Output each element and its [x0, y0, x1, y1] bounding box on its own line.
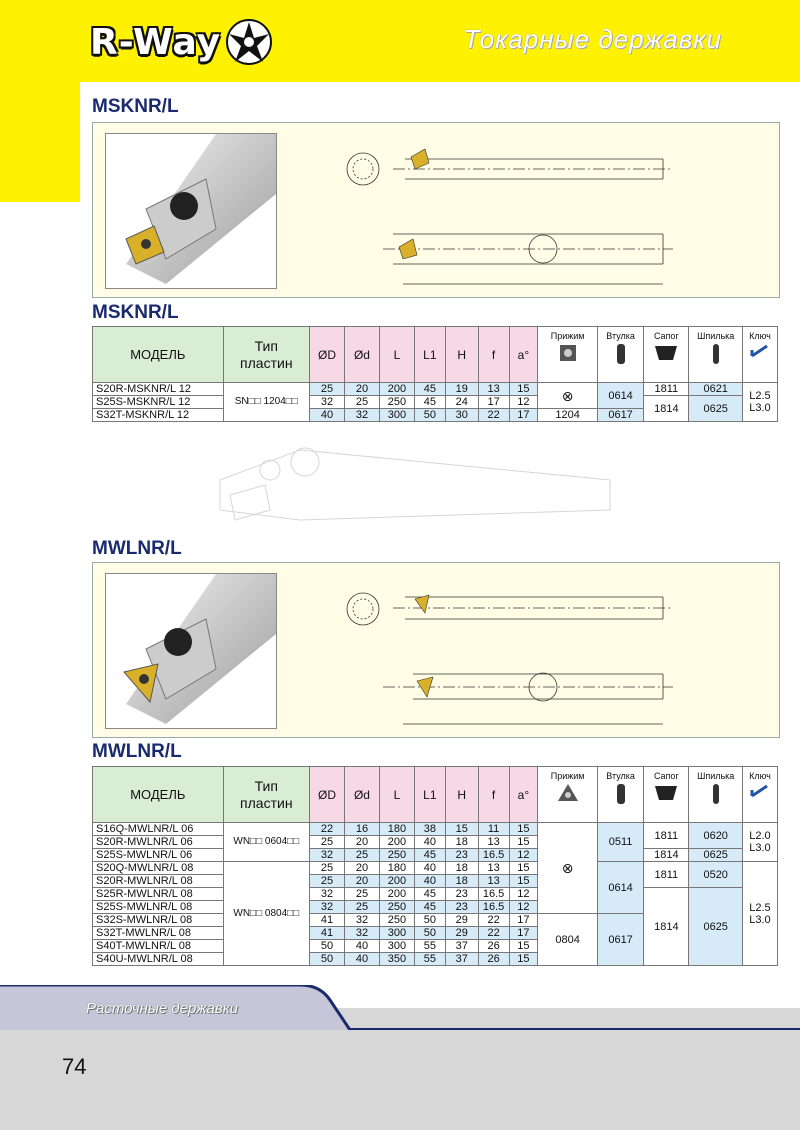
table-row: S20R-MWLNR/L 08 25 20 200 40 18 13 15 [93, 875, 778, 888]
table-row: S20Q-MWLNR/L 08 WN□□ 0804□□ 25 20 180 40 18 13 15 0614 1811 0520 L2.5 L3.0 [93, 862, 778, 875]
section-title-mwlnr: MWLNR/L [92, 538, 182, 559]
header-shoe: Сапог [644, 327, 689, 383]
mwlnr-spec-table [92, 766, 778, 966]
brand-text: R-Way [90, 21, 222, 63]
header-L1: L1 [414, 327, 445, 383]
header-pin: Шпилька [689, 327, 742, 383]
mwlnr-image-panel [92, 562, 780, 738]
header-a: a° [509, 327, 538, 383]
pin-icon [709, 342, 723, 366]
header-clamp: Прижим [538, 327, 598, 383]
mwlnr-photo [105, 573, 277, 729]
header-model: МОДЕЛЬ [93, 327, 224, 383]
shoe-icon [653, 782, 679, 802]
table-row: S25S-MWLNR/L 06 32 25 250 45 23 16.5 12 1814 0625 [93, 849, 778, 862]
header-f: f [478, 327, 509, 383]
side-band [0, 82, 80, 202]
sleeve-icon [614, 342, 628, 366]
ghost-toolholder-watermark [210, 440, 630, 530]
msknr-photo [105, 133, 277, 289]
header-sleeve: Втулка [597, 327, 643, 383]
footer-label: Расточные державки [86, 1000, 239, 1017]
key-cell: L2.5 L3.0 [742, 383, 777, 422]
table-row: S20R-MWLNR/L 06 25 20 200 40 18 13 15 [93, 836, 778, 849]
table-row: S32S-MWLNR/L 08 41 32 250 50 29 22 17 0804 0617 [93, 914, 778, 927]
page-heading: Токарные державки [463, 24, 722, 54]
table-title-msknr: MSKNR/L [92, 302, 179, 323]
shoe-icon [653, 342, 679, 362]
insert-type-cell: SN□□ 1204□□ [223, 383, 309, 422]
table-row: S32T-MSKNR/L 12 40 32 300 50 30 22 17 1204 0617 [93, 409, 778, 422]
table-row: S40T-MWLNR/L 08 50 40 300 55 37 26 15 [93, 940, 778, 953]
pin-icon [709, 782, 723, 806]
table-row: S32T-MWLNR/L 08 41 32 300 50 29 22 17 [93, 927, 778, 940]
boring-bar-photo-icon [106, 134, 276, 288]
table-row: S20R-MSKNR/L 12 SN□□ 1204□□ 25 20 200 45 19 13 15 ⊗ 0614 1811 0621 L2.5 L3.0 [93, 383, 778, 396]
mwlnr-drawing [333, 569, 773, 734]
table-row: S25R-MWLNR/L 08 32 25 200 45 23 16.5 12 1814 0625 [93, 888, 778, 901]
clamp-icon [557, 782, 579, 804]
header-d: Ød [344, 327, 379, 383]
msknr-header-row [93, 327, 778, 383]
mwlnr-header-row: МОДЕЛЬ Тип пластин ØD Ød L L1 H f a° Прижим Втулка Сапог Шпилька Ключ [93, 767, 778, 823]
table-title-mwlnr: MWLNR/L [92, 741, 182, 762]
table-row: S16Q-MWLNR/L 06 WN□□ 0604□□ 22 16 180 38 15 11 15 ⊗ 0511 1811 0620 L2.0 L3.0 [93, 823, 778, 836]
sleeve-icon [614, 782, 628, 806]
key-icon [749, 342, 771, 360]
table-row: S25S-MSKNR/L 12 32 25 250 45 24 17 12 1814 0625 [93, 396, 778, 409]
brand-logo [90, 18, 275, 66]
table-row: S25S-MWLNR/L 08 32 25 250 45 23 16.5 12 [93, 901, 778, 914]
clamp-icon [557, 342, 579, 364]
msknr-spec-table [92, 326, 778, 422]
boring-bar-photo-icon [106, 574, 276, 728]
header-insert-type: Тип пластин [223, 327, 309, 383]
page-number: 74 [62, 1054, 87, 1079]
header-D: ØD [310, 327, 345, 383]
msknr-image-panel [92, 122, 780, 298]
table-row: S40U-MWLNR/L 08 50 40 350 55 37 26 15 [93, 953, 778, 966]
section-title-msknr: MSKNR/L [92, 96, 179, 117]
header-H: H [445, 327, 478, 383]
header-key: Ключ [742, 327, 777, 383]
key-icon [749, 782, 771, 800]
msknr-drawing [333, 129, 773, 294]
brand-emblem-icon [223, 16, 275, 68]
header-L: L [379, 327, 414, 383]
